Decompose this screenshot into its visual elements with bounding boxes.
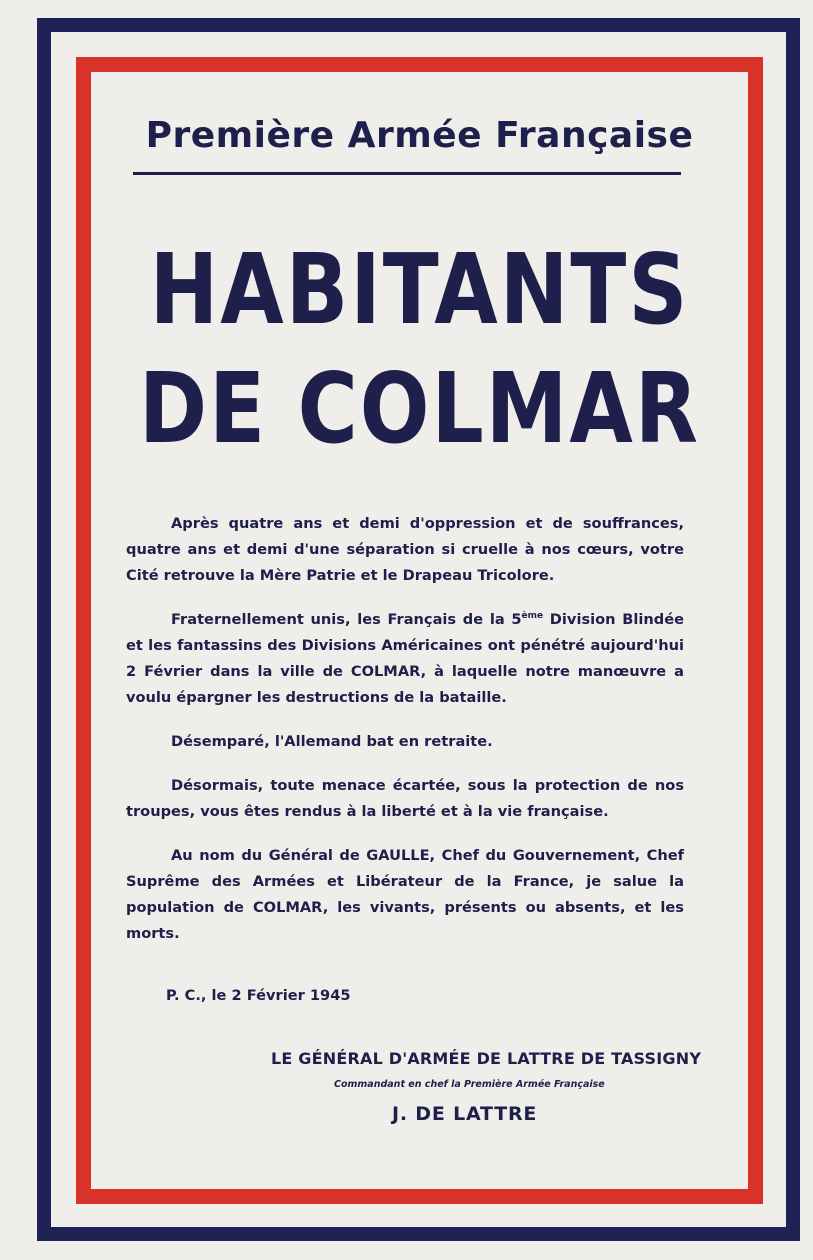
signature-role: Commandant en chef la Première Armée Française [334, 1079, 605, 1090]
proclamation-body [126, 511, 684, 965]
paragraph-2-end: Division Blindée et les fantassins des Divisions Américaines ont pénétré aujourd'hui 2 Février dans la ville de COLMAR, à laquelle notre manœuvre a voulu épargner les destructions de la bataille. [126, 611, 684, 706]
poster-title-line-1: HABITANTS [149, 234, 690, 347]
signature-title: LE GÉNÉRAL D'ARMÉE DE LATTRE DE TASSIGNY [271, 1049, 702, 1068]
paragraph-3: Désemparé, l'Allemand bat en retraite. [171, 733, 493, 750]
date-line: P. C., le 2 Février 1945 [166, 987, 351, 1004]
paragraph-5: Au nom du Général de GAULLE, Chef du Gouvernement, Chef Suprême des Armées et Libérateur de la France, je salue la population de COLMAR, les vivants, présents ou absents, et les morts. [126, 847, 684, 942]
paragraph-2-start: Fraternellement unis, les Français de la 5 [171, 611, 522, 628]
poster-content [106, 87, 733, 1174]
poster-title-line-2: DE COLMAR [139, 353, 700, 466]
header-underline [133, 172, 681, 175]
poster-header: Première Armée Française [145, 115, 694, 156]
paragraph-2-superscript: ème [521, 611, 544, 622]
paragraph-1: Après quatre ans et demi d'oppression et de souffrances, quatre ans et demi d'une séparation si cruelle à nos cœurs, votre Cité retrouve la Mère Patrie et le Drapeau Tricolore. [126, 515, 684, 584]
paragraph-2 [126, 607, 684, 711]
signature-name: J. DE LATTRE [392, 1103, 538, 1125]
paragraph-4: Désormais, toute menace écartée, sous la protection de nos troupes, vous êtes rendus à la liberté et à la vie française. [126, 777, 684, 820]
